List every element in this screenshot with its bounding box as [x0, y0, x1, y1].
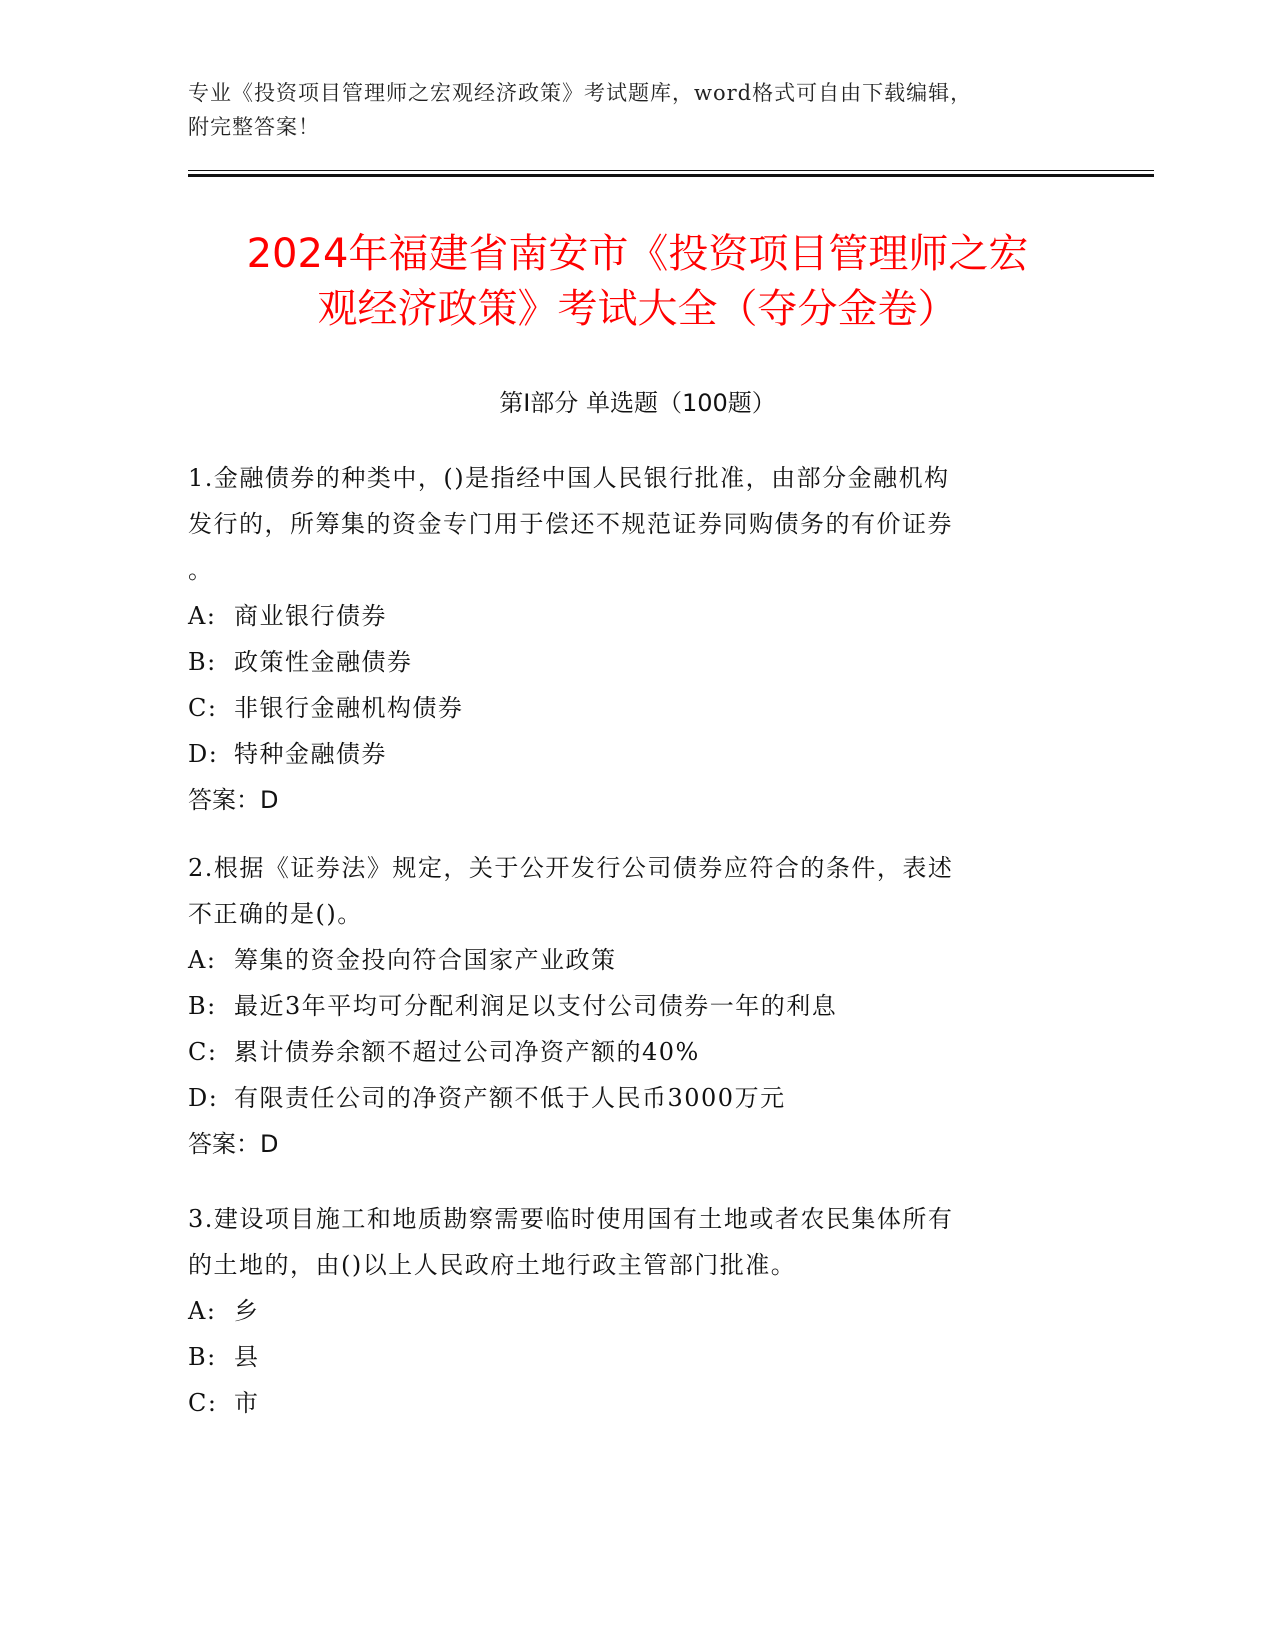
document-title	[150, 227, 1125, 337]
option-letter: A:	[188, 602, 217, 630]
option-letter: C:	[188, 1389, 218, 1417]
option-c	[188, 1380, 1068, 1426]
option-a	[188, 593, 1068, 639]
option-b	[188, 1334, 1068, 1380]
option-c	[188, 1029, 1068, 1075]
question-stem-line: 3.建设项目施工和地质勘察需要临时使用国有土地或者农民集体所有	[188, 1205, 954, 1233]
question-2	[188, 845, 1068, 1167]
question-stem-line: 发行的，所筹集的资金专门用于偿还不规范证券同购债务的有价证券	[188, 510, 953, 538]
option-text: 累计债券余额不超过公司净资产额的40%	[234, 1038, 700, 1066]
option-d	[188, 731, 1068, 777]
option-b	[188, 639, 1068, 685]
title-line1: 2024年福建省南安市《投资项目管理师之宏	[246, 231, 1029, 277]
option-text: 政策性金融债券	[234, 648, 413, 676]
option-c	[188, 685, 1068, 731]
option-text: 市	[234, 1389, 260, 1417]
option-a	[188, 1288, 1068, 1334]
option-text: 商业银行债券	[234, 602, 387, 630]
option-letter: C:	[188, 1038, 218, 1066]
header-note	[188, 76, 1088, 144]
option-text: 特种金融债券	[234, 740, 387, 768]
option-a	[188, 937, 1068, 983]
option-text: 非银行金融机构债券	[234, 694, 464, 722]
option-d	[188, 1075, 1068, 1121]
question-stem-line: 的土地的，由()以上人民政府土地行政主管部门批准。	[188, 1251, 797, 1279]
question-3	[188, 1196, 1068, 1426]
header-note-line2: 附完整答案！	[188, 115, 320, 139]
option-letter: B:	[188, 1343, 217, 1371]
section-heading: 第I部分 单选题（100题）	[499, 389, 776, 417]
title-line2: 观经济政策》考试大全（夺分金卷）	[317, 286, 958, 332]
option-letter: A:	[188, 946, 217, 974]
option-text: 最近3年平均可分配利润足以支付公司债券一年的利息	[234, 992, 838, 1020]
option-b	[188, 983, 1068, 1029]
question-1	[188, 455, 1068, 823]
option-letter: D:	[188, 740, 219, 768]
option-letter: A:	[188, 1297, 217, 1325]
header-rule-thick	[188, 174, 1154, 177]
answer-line: 答案：D	[188, 786, 279, 814]
option-letter: B:	[188, 648, 217, 676]
question-stem-line: 。	[188, 556, 214, 584]
option-letter: C:	[188, 694, 218, 722]
option-text: 筹集的资金投向符合国家产业政策	[234, 946, 617, 974]
option-text: 有限责任公司的净资产额不低于人民币3000万元	[234, 1084, 786, 1112]
option-text: 乡	[234, 1297, 260, 1325]
question-stem-line: 1.金融债券的种类中，()是指经中国人民银行批准，由部分金融机构	[188, 464, 950, 492]
option-text: 县	[234, 1343, 260, 1371]
header-note-line1: 专业《投资项目管理师之宏观经济政策》考试题库，word格式可自由下载编辑，	[188, 81, 973, 105]
option-letter: B:	[188, 992, 217, 1020]
answer-line: 答案：D	[188, 1130, 279, 1158]
header-rule-thin	[188, 170, 1154, 171]
option-letter: D:	[188, 1084, 219, 1112]
question-stem-line: 2.根据《证券法》规定，关于公开发行公司债券应符合的条件，表述	[188, 854, 954, 882]
question-stem-line: 不正确的是()。	[188, 900, 363, 928]
